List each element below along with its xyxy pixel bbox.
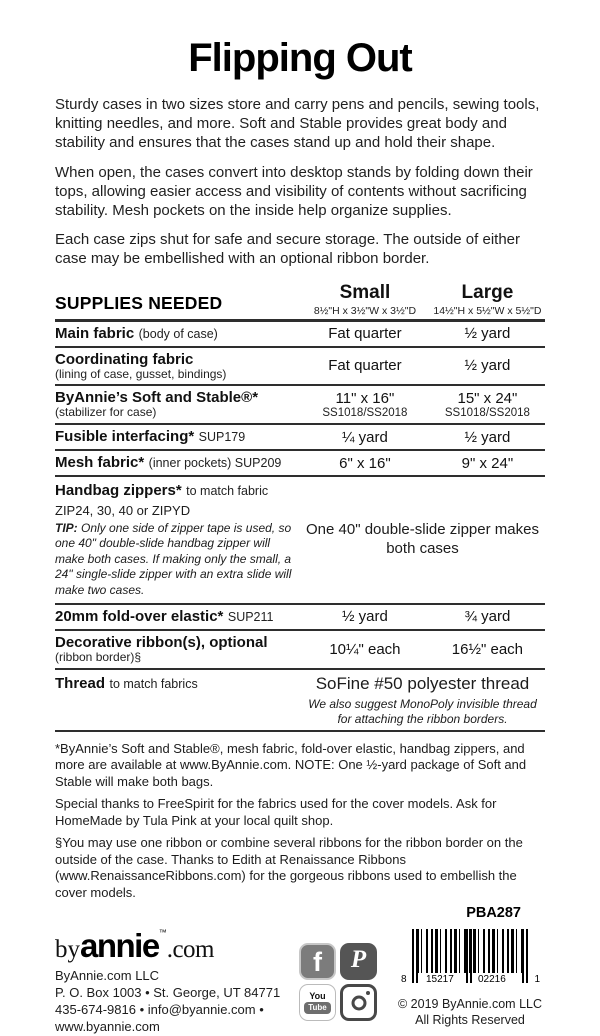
footer	[55, 929, 545, 1036]
column-small-dimensions: 8½"H x 3½"W x 3½"D	[313, 304, 417, 317]
table-row-main-fabric	[55, 320, 545, 346]
column-small-label: Small	[339, 281, 391, 303]
row-note: SUP211	[227, 609, 274, 624]
thread-suggestion-note: We also suggest MonoPoly invisible thread for attaching the ribbon borders.	[308, 696, 537, 726]
table-row-decorative-ribbon	[55, 629, 545, 668]
column-header-large	[430, 282, 545, 317]
tip-text: Only one side of zipper tape is used, so one 40" double-slide handbag zipper will make both cases. If making only the small, a 24" single-slide zipper with an extra slide will make two cases.	[55, 521, 292, 597]
small-value: 6" x 16"	[339, 454, 391, 472]
row-label: 20mm fold-over elastic*	[55, 607, 224, 625]
row-label: Coordinating fabric	[55, 350, 194, 368]
row-sublabel: (stabilizer for case)	[55, 405, 157, 420]
large-value: 15" x 24"	[457, 390, 518, 408]
row-note: (inner pockets) SUP209	[148, 456, 282, 471]
small-value: Fat quarter	[328, 325, 402, 342]
instagram-lens	[351, 995, 366, 1010]
thread-spanning-value: SoFine #50 polyester thread	[315, 673, 530, 693]
brand-block	[55, 929, 299, 1036]
byannie-logo	[55, 927, 299, 965]
youtube-icon	[299, 984, 336, 1021]
table-row-thread	[55, 668, 545, 730]
footnote-ribbons: §You may use one ribbon or combine several ribbons for the ribbon border on the outside of the case. Thanks to Edith at Renaissance Ribbons (www.RenaissanceRibbons.com) for the gorgeous ribbons used to embellish the cover models.	[55, 835, 523, 900]
barcode-block	[395, 929, 545, 1028]
row-label: Fusible interfacing*	[55, 428, 195, 446]
large-value: ½ yard	[464, 357, 511, 375]
trademark-symbol: ™	[158, 928, 167, 938]
large-value: ½ yard	[464, 325, 511, 342]
intro-paragraph-2: When open, the cases convert into desktop stands by folding down their tops, allowing easier access and visibility of contents without sacrificing stability. Mesh pockets on the inside help organize supplies.	[55, 163, 533, 219]
column-large-label: Large	[461, 281, 514, 303]
barcode-digits	[400, 971, 540, 985]
logo-annie: annie	[80, 927, 159, 965]
supplies-table-header	[55, 279, 545, 320]
footnote-freespirit: Special thanks to FreeSpirit for the fabrics used for the cover models. Ask for HomeMade by Tula Pink at your local quilt shop.	[55, 796, 497, 828]
intro-paragraph-1: Sturdy cases in two sizes store and carry pens and pencils, sewing tools, knitting needles, and more. Soft and Stable provides great body and stability and ensures that the cases stand up and hold their shape.	[55, 96, 540, 152]
table-row-coordinating-fabric	[55, 346, 545, 385]
barcode-digits-left: 15217	[426, 974, 454, 986]
row-label: ByAnnie’s Soft and Stable®*	[55, 389, 259, 407]
row-note: to match fabrics	[109, 676, 198, 691]
table-row-soft-and-stable	[55, 384, 545, 423]
row-label: Mesh fabric*	[55, 454, 145, 472]
supplies-needed-heading: SUPPLIES NEEDED	[55, 292, 223, 313]
copyright-line-1: © 2019 ByAnnie.com LLC	[397, 997, 542, 1012]
row-note: (body of case)	[138, 326, 218, 341]
small-value: 10¼" each	[329, 640, 401, 658]
company-contact: 435-674-9816 • info@byannie.com • www.byannie.com	[55, 1002, 264, 1035]
table-row-mesh-fabric	[55, 449, 545, 475]
row-label: Thread	[55, 674, 106, 692]
barcode-digit-system: 8	[401, 974, 407, 986]
row-sublabel: (ribbon border)§	[55, 649, 142, 664]
large-value: 16½" each	[451, 640, 524, 658]
tip-label: TIP:	[55, 521, 78, 536]
barcode-digits-right: 02216	[478, 974, 506, 986]
upc-barcode	[400, 929, 540, 993]
large-value-sku: SS1018/SS2018	[444, 407, 530, 420]
instagram-flash-dot	[366, 991, 370, 995]
small-value: Fat quarter	[328, 357, 402, 375]
small-value: 11" x 16"	[335, 390, 395, 408]
supplies-table	[55, 279, 545, 732]
zipper-sku-list: ZIP24, 30, 40 or ZIPYD	[55, 503, 191, 519]
footnotes	[55, 741, 545, 902]
youtube-icon-bottom-text: Tube	[304, 1002, 331, 1014]
row-sublabel: (lining of case, gusset, bindings)	[55, 366, 227, 381]
small-value-sku: SS1018/SS2018	[322, 407, 408, 420]
small-value: ½ yard	[341, 608, 388, 626]
company-name: ByAnnie.com LLC	[55, 968, 160, 984]
page-title: Flipping Out	[188, 36, 412, 80]
footnote-supplies: *ByAnnie’s Soft and Stable®, mesh fabric, fold-over elastic, handbag zippers, and more are available at www.ByAnnie.com. NOTE: One ½-yard package of Soft and Stable will make both bags.	[55, 740, 527, 789]
copyright-line-2: All Rights Reserved	[415, 1013, 525, 1028]
instagram-icon	[340, 984, 377, 1021]
zipper-spanning-value: One 40" double-slide zipper makes both cases	[306, 521, 539, 557]
youtube-icon-top-text: You	[309, 991, 326, 1002]
zipper-tip	[55, 521, 292, 598]
row-label: Decorative ribbon(s), optional	[55, 633, 268, 651]
barcode-digit-check: 1	[534, 974, 540, 986]
product-code: PBA287	[466, 905, 521, 922]
small-value: ¼ yard	[341, 428, 388, 446]
row-note: SUP179	[198, 430, 246, 445]
row-note: to match fabric	[186, 484, 269, 499]
company-address: P. O. Box 1003 • St. George, UT 84771	[55, 985, 281, 1001]
facebook-icon: f	[299, 943, 336, 980]
pinterest-icon: P	[340, 943, 377, 980]
table-row-handbag-zippers	[55, 475, 545, 603]
logo-by: by	[55, 936, 80, 964]
large-value: ¾ yard	[464, 608, 511, 626]
table-row-fold-over-elastic	[55, 603, 545, 629]
table-row-fusible-interfacing	[55, 423, 545, 449]
logo-com: .com	[166, 936, 214, 964]
large-value: 9" x 24"	[461, 454, 514, 472]
row-label: Main fabric	[55, 324, 135, 342]
social-icons	[299, 943, 377, 1021]
column-header-small	[300, 282, 430, 317]
intro-paragraph-3: Each case zips shut for safe and secure storage. The outside of either case may be embellished with an optional ribbon border.	[55, 231, 520, 268]
large-value: ½ yard	[464, 428, 511, 446]
column-large-dimensions: 14½"H x 5½"W x 5½"D	[433, 304, 542, 317]
row-label: Handbag zippers*	[55, 482, 182, 500]
